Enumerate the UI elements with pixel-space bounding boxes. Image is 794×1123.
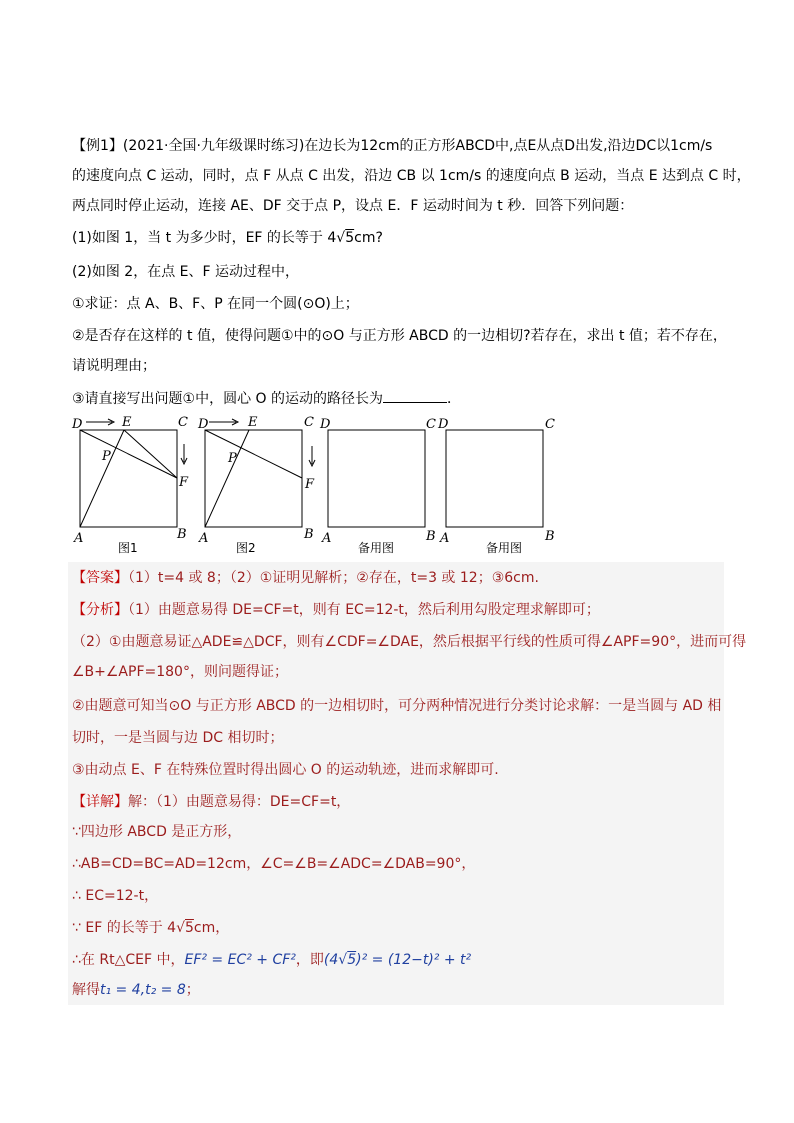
spare-figure-1 — [319, 417, 436, 555]
detail-line-2: ∵四边形 ABCD 是正方形， — [72, 824, 242, 840]
svg-text:D: D — [320, 417, 331, 432]
pythagoras-equation: EF² = EC² + CF² — [184, 952, 296, 968]
detail-line-4: ∴ EC=12-t， — [72, 888, 159, 904]
fig2-caption: 图2 — [236, 541, 256, 555]
problem-line-6: ①求证：点 A、B、F、P 在同一个圆(⊙O)上； — [72, 296, 359, 312]
fig2-label-c: C — [304, 415, 314, 430]
answer-line: 【答案】（1）t=4 或 8；（2）①证明见解析；②存在，t=3 或 12；③6cm. — [72, 570, 539, 586]
analysis-line-5: 切时，一是当圆与边 DC 相切时； — [72, 730, 284, 746]
fig2-label-b: B — [304, 527, 314, 542]
problem-line-7: ②是否存在这样的 t 值，使得问题①中的⊙O 与正方形 ABCD 的一边相切?若存在，求出 t 值；若不存在， — [72, 328, 727, 344]
fig2-label-e: E — [248, 415, 258, 430]
detail-label: 【详解】 — [72, 794, 128, 810]
fig1-label-e: E — [122, 415, 132, 430]
fig2-label-d: D — [198, 417, 209, 432]
svg-text:A: A — [322, 531, 332, 546]
fig1-caption: 图1 — [118, 541, 138, 555]
svg-text:A: A — [440, 531, 450, 546]
detail-line-1: 【详解】解：（1）由题意易得：DE=CF=t， — [72, 794, 351, 810]
svg-text:C: C — [545, 417, 555, 432]
detail-line-6: ∴在 Rt△CEF 中，EF² = EC² + CF²，即(4√5)² = (12−t)² + t² — [72, 952, 472, 968]
problem-line-5: (2)如图 2，在点 E、F 运动过程中， — [72, 264, 299, 280]
fig1-label-d: D — [72, 417, 83, 432]
fig1-label-f: F — [179, 475, 189, 490]
figures — [68, 412, 568, 562]
answer-blank — [383, 388, 447, 403]
spare-figure-2 — [437, 417, 555, 555]
analysis-line-4: ②由题意可知当⊙O 与正方形 ABCD 的一边相切时，可分两种情况进行分类讨论求解：一是当圆与 AD 相 — [72, 698, 722, 714]
example-tag: 【例1】 — [72, 138, 123, 154]
problem-line-3: 两点同时停止运动，连接 AE、DF 交于点 P，设点 E．F 运动时间为 t 秒．回答下列问题： — [72, 198, 634, 214]
fig1-label-p: P — [102, 449, 111, 464]
figure-1 — [71, 415, 189, 555]
answer-label: 【答案】 — [72, 570, 128, 586]
problem-line-1: 【例1】(2021·全国·九年级课时练习)在边长为12cm的正方形ABCD中,点E从点D出发,沿边DC以1cm/s — [72, 138, 713, 154]
fig1-label-a: A — [74, 531, 84, 546]
fig1-label-c: C — [178, 415, 188, 430]
fig2-label-a: A — [199, 531, 209, 546]
solution-values: t₁ = 4,t₂ = 8 — [100, 982, 186, 998]
figure-2 — [197, 415, 315, 555]
svg-text:B: B — [426, 529, 436, 544]
analysis-line-1: 【分析】（1）由题意易得 DE=CF=t，则有 EC=12-t，然后利用勾股定理求解即可； — [72, 602, 600, 618]
detail-line-3: ∴AB=CD=BC=AD=12cm，∠C=∠B=∠ADC=∠DAB=90°， — [72, 856, 476, 872]
problem-line-4: (1)如图 1，当 t 为多少时，EF 的长等于 4√5cm? — [72, 230, 383, 246]
analysis-line-3: ∠B+∠APF=180°，则问题得证； — [72, 664, 288, 680]
analysis-label: 【分析】 — [72, 602, 128, 618]
solution-panel — [68, 562, 724, 1005]
analysis-line-6: ③由动点 E、F 在特殊位置时得出圆心 O 的运动轨迹，进而求解即可. — [72, 762, 499, 778]
svg-text:C: C — [426, 417, 436, 432]
fig2-label-f: F — [305, 477, 315, 492]
analysis-line-2: （2）①由题意易证△ADE≌△DCF，则有∠CDF=∠DAE，然后根据平行线的性质可得∠APF=90°，进而可得 — [72, 634, 747, 650]
detail-line-7: 解得t₁ = 4,t₂ = 8； — [72, 982, 200, 998]
spare-caption-1: 备用图 — [358, 541, 395, 555]
fig1-label-b: B — [177, 527, 187, 542]
problem-line-9: ③请直接写出问题①中，圆心 O 的运动的路径长为 ． — [72, 388, 461, 409]
problem-line-2: 的速度向点 C 运动，同时，点 F 从点 C 出发，沿边 CB 以 1cm/s 的速度向点 B 运动，当点 E 达到点 C 时， — [72, 168, 751, 184]
fig2-label-p: P — [228, 451, 237, 466]
problem-line-8: 请说明理由； — [72, 358, 156, 374]
detail-line-5: ∵ EF 的长等于 4√5cm， — [72, 920, 230, 936]
svg-text:B: B — [545, 529, 555, 544]
svg-text:D: D — [438, 417, 449, 432]
spare-caption-2: 备用图 — [486, 541, 523, 555]
